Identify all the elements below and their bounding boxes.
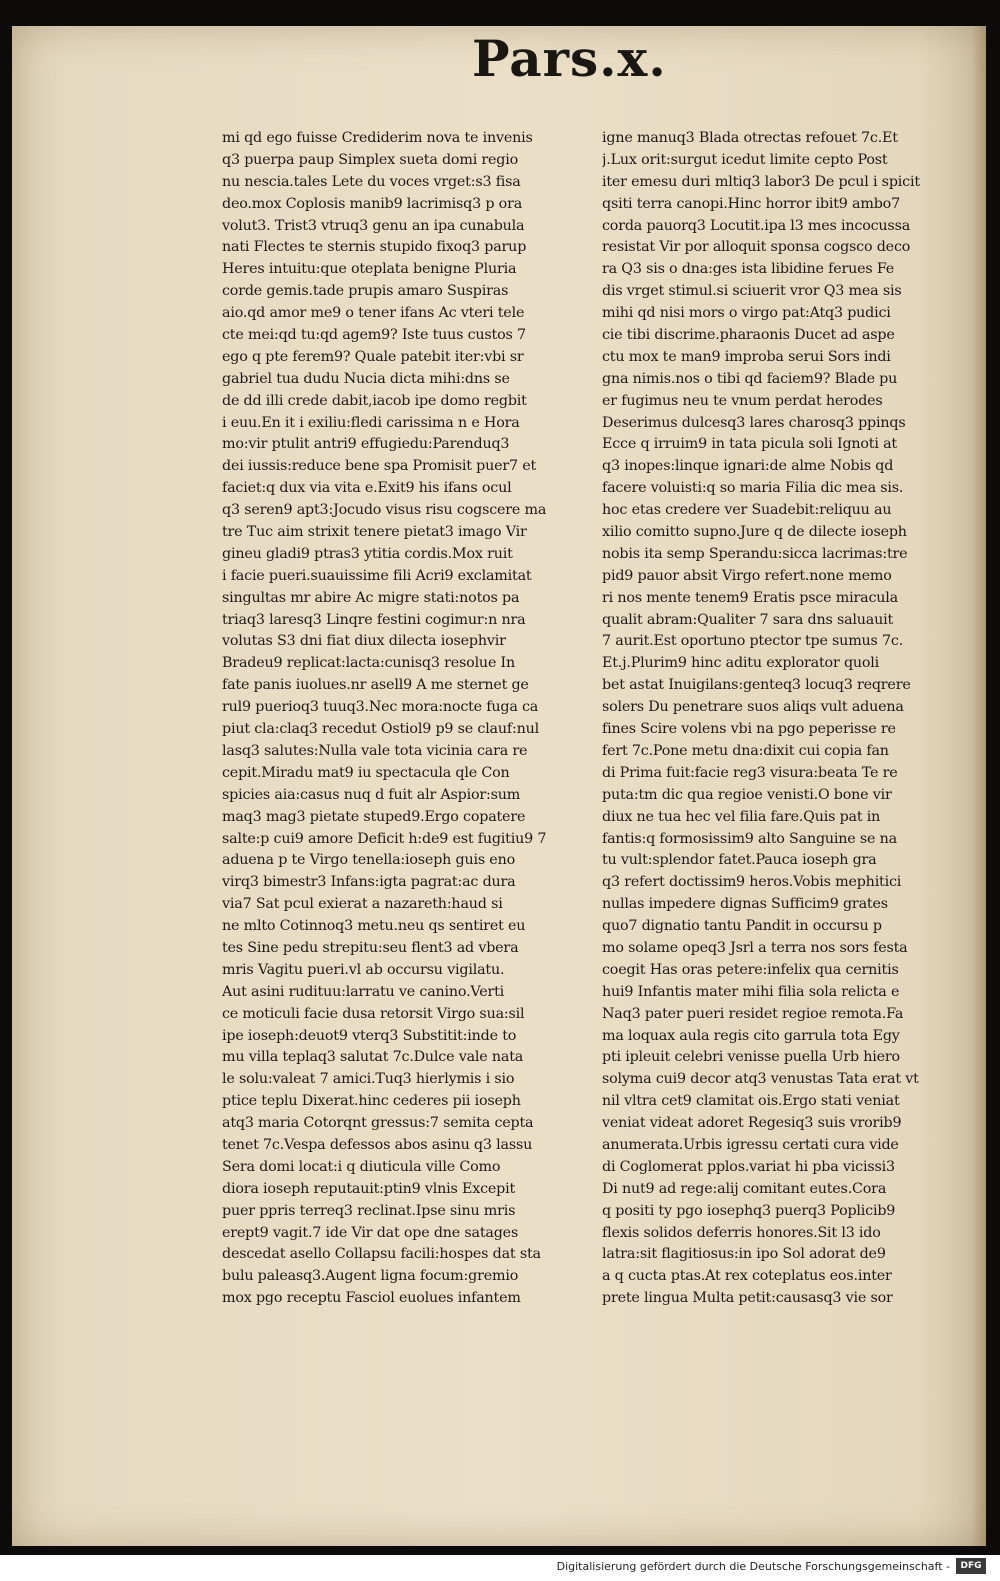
running-head: Pars.x. <box>472 29 667 88</box>
text-line: ce moticuli facie dusa retorsit Virgo sua:sil <box>222 1005 525 1022</box>
text-line: q3 inopes:linque ignari:de alme Nobis qd <box>602 458 894 475</box>
text-line: tu vult:splendor fatet.Pauca ioseph gra <box>602 852 877 869</box>
text-line: q3 refert doctissim9 heros.Vobis mephitici <box>602 874 902 891</box>
text-line: puer ppris terreq3 reclinat.Ipse sinu mris <box>222 1202 516 1219</box>
text-line: mihi qd nisi mors o virgo pat:Atq3 pudici <box>602 305 891 322</box>
text-line: virq3 bimestr3 Infans:igta pagrat:ac dura <box>222 874 516 891</box>
text-line: quo7 dignatio tantu Pandit in occursu p <box>602 918 882 935</box>
text-line: ma loquax aula regis cito garrula tota Egy <box>602 1027 900 1044</box>
text-line: nil vltra cet9 clamitat ois.Ergo stati veniat <box>602 1093 900 1110</box>
text-line: Ecce q irruim9 in tata picula soli Ignoti at <box>602 436 897 453</box>
text-line: i facie pueri.suauissime fili Acri9 exclamitat <box>222 567 532 584</box>
text-line: flexis solidos deferris honores.Sit l3 ido <box>602 1224 881 1241</box>
text-line: deo.mox Coplosis manib9 lacrimisq3 p ora <box>222 195 523 212</box>
text-line: i euu.En it i exiliu:fledi carissima n e Hora <box>222 414 520 431</box>
text-line: Di nut9 ad rege:alij comitant eutes.Cora <box>602 1180 887 1197</box>
text-line: j.Lux orit:surgut icedut limite cepto Post <box>602 151 888 168</box>
text-line: fines Scire volens vbi na pgo peperisse re <box>602 721 896 738</box>
text-line: bulu paleasq3.Augent ligna focum:gremio <box>222 1268 519 1285</box>
text-line: volutas S3 dni fiat diux dilecta iosephvir <box>222 633 506 650</box>
text-line: fantis:q formosissim9 alto Sanguine se na <box>602 830 897 847</box>
text-line: Aut asini rudituu:larratu ve canino.Verti <box>222 983 505 1000</box>
text-line: gineu gladi9 ptras3 ytitia cordis.Mox ruit <box>222 545 513 562</box>
text-line: mox pgo receptu Fasciol euolues infantem <box>222 1290 521 1307</box>
text-line: ctu mox te man9 improba serui Sors indi <box>602 348 891 365</box>
text-line: ptice teplu Dixerat.hinc cederes pii ioseph <box>222 1093 521 1110</box>
text-line: er fugimus neu te vnum perdat herodes <box>602 392 883 409</box>
text-line: hui9 Infantis mater mihi filia sola relicta e <box>602 983 900 1000</box>
text-line: singultas mr abire Ac migre stati:notos pa <box>222 589 520 606</box>
funding-credit: Digitalisierung gefördert durch die Deutsche Forschungsgemeinschaft - <box>556 1560 950 1573</box>
text-line: mu villa teplaq3 salutat 7c.Dulce vale nata <box>222 1049 524 1066</box>
text-line: dis vrget stimul.si sciuerit vror Q3 mea sis <box>602 283 902 300</box>
text-line: ri nos mente tenem9 Eratis psce miracula <box>602 589 898 606</box>
text-line: coegit Has oras petere:infelix qua cernitis <box>602 961 899 978</box>
text-line: descedat asello Collapsu facili:hospes dat sta <box>222 1246 541 1263</box>
text-line: xilio comitto supno.Jure q de dilecte ioseph <box>602 524 907 541</box>
text-line: rul9 puerioq3 tuuq3.Nec mora:nocte fuga ca <box>222 699 539 716</box>
text-line: q positi ty pgo iosephq3 puerq3 Poplicib9 <box>602 1202 896 1219</box>
text-line: qualit abram:Qualiter 7 sara dns saluauit <box>602 611 894 628</box>
text-line: nobis ita semp Sperandu:sicca lacrimas:tre <box>602 545 908 562</box>
text-line: ego q pte ferem9? Quale patebit iter:vbi sr <box>222 348 524 365</box>
text-line: fert 7c.Pone metu dna:dixit cui copia fan <box>602 742 889 759</box>
text-line: atq3 maria Cotorqnt gressus:7 semita cepta <box>222 1115 534 1132</box>
text-line: Sera domi locat:i q diuticula ville Como <box>222 1158 501 1175</box>
text-line: veniat videat adoret Regesiq3 suis vrorib9 <box>602 1115 902 1132</box>
text-line: triaq3 laresq3 Linqre festini cogimur:n nra <box>222 611 526 628</box>
text-line: cepit.Miradu mat9 iu spectacula qle Con <box>222 764 510 781</box>
text-line: Bradeu9 replicat:lacta:cunisq3 resolue In <box>222 655 516 672</box>
text-line: lasq3 salutes:Nulla vale tota vicinia cara re <box>222 742 528 759</box>
text-line: mo:vir ptulit antri9 effugiedu:Parenduq3 <box>222 436 510 453</box>
text-line: resistat Vir por alloquit sponsa cogsco deco <box>602 239 911 256</box>
dfg-logo-icon: DFG <box>956 1558 986 1574</box>
text-line: hoc etas credere ver Suadebit:reliquu au <box>602 502 892 519</box>
text-line: mi qd ego fuisse Crediderim nova te invenis <box>222 130 533 146</box>
text-column-right <box>602 128 970 1310</box>
text-line: nati Flectes te sternis stupido fixoq3 parup <box>222 239 527 256</box>
text-line: 7 aurit.Est oportuno ptector tpe sumus 7c. <box>602 633 904 650</box>
text-line: di Prima fuit:facie reg3 visura:beata Te re <box>602 764 898 781</box>
text-line: tes Sine pedu strepitu:seu flent3 ad vbera <box>222 939 519 956</box>
text-line: maq3 mag3 pietate stuped9.Ergo copatere <box>222 808 526 825</box>
text-line: qsiti terra canopi.Hinc horror ibit9 ambo7 <box>602 195 900 212</box>
text-line: igne manuq3 Blada otrectas refouet 7c.Et <box>602 130 898 146</box>
text-line: le solu:valeat 7 amici.Tuq3 hierlymis i sio <box>222 1071 515 1088</box>
text-line: ra Q3 sis o dna:ges ista libidine ferues Fe <box>602 261 895 278</box>
text-line: volut3. Trist3 vtruq3 genu an ipa cunabula <box>222 217 525 234</box>
text-line: facere voluisti:q so maria Filia dic mea sis. <box>602 480 904 497</box>
text-line: mris Vagitu pueri.vl ab occursu vigilatu. <box>222 961 505 978</box>
text-line: corde gemis.tade prupis amaro Suspiras <box>222 283 509 300</box>
text-line: bet astat Inuigilans:genteq3 locuq3 reqrere <box>602 677 911 694</box>
text-line: cie tibi discrime.pharaonis Ducet ad aspe <box>602 327 895 344</box>
text-line: cte mei:qd tu:qd agem9? Iste tuus custos 7 <box>222 327 526 344</box>
text-line: Et.j.Plurim9 hinc aditu explorator quoli <box>602 655 880 672</box>
text-line: a q cucta ptas.At rex coteplatus eos.inter <box>602 1268 892 1285</box>
text-line: nu nescia.tales Lete du voces vrget:s3 fisa <box>222 173 521 190</box>
text-line: erept9 vagit.7 ide Vir dat ope dne satages <box>222 1224 519 1241</box>
text-line: tre Tuc aim strixit tenere pietat3 imago Vir <box>222 524 527 541</box>
text-line: q3 puerpa paup Simplex sueta domi regio <box>222 151 519 168</box>
text-line: ne mlto Cotinnoq3 metu.neu qs sentiret eu <box>222 918 526 935</box>
text-line: fate panis iuolues.nr asell9 A me sternet ge <box>222 677 529 694</box>
text-line: Heres intuitu:que oteplata benigne Pluria <box>222 261 517 278</box>
text-line: aio.qd amor me9 o tener ifans Ac vteri tele <box>222 305 525 322</box>
text-line: gabriel tua dudu Nucia dicta mihi:dns se <box>222 370 510 387</box>
text-line: diux ne tua hec vel filia fare.Quis pat in <box>602 808 881 825</box>
scanned-page <box>12 26 986 1546</box>
text-line: puta:tm dic qua regioe venisti.O bone vir <box>602 786 892 803</box>
text-line: anumerata.Urbis igressu certati cura vide <box>602 1136 899 1153</box>
text-line: dei iussis:reduce bene spa Promisit puer7 et <box>222 458 537 475</box>
text-line: iter emesu duri mltiq3 labor3 De pcul i spicit <box>602 173 920 190</box>
text-line: corda pauorq3 Locutit.ipa l3 mes incocussa <box>602 217 911 234</box>
text-line: salte:p cui9 amore Deficit h:de9 est fugitiu9 7 <box>222 830 547 847</box>
text-line: nullas impedere dignas Sufficim9 grates <box>602 896 888 913</box>
footer-bar <box>0 1555 1000 1581</box>
text-line: diora ioseph reputauit:ptin9 vlnis Excepit <box>222 1180 516 1197</box>
text-line: via7 Sat pcul exierat a nazareth:haud si <box>222 896 503 913</box>
text-column-left <box>222 128 590 1310</box>
text-line: gna nimis.nos o tibi qd faciem9? Blade pu <box>602 370 898 387</box>
text-line: tenet 7c.Vespa defessos abos asinu q3 lassu <box>222 1136 533 1153</box>
text-line: solyma cui9 decor atq3 venustas Tata erat vt <box>602 1071 919 1088</box>
text-line: aduena p te Virgo tenella:ioseph guis eno <box>222 852 515 869</box>
text-line: latra:sit flagitiosus:in ipo Sol adorat de9 <box>602 1246 886 1263</box>
text-line: Naq3 pater pueri residet regioe remota.Fa <box>602 1005 904 1022</box>
text-line: mo solame opeq3 Jsrl a terra nos sors festa <box>602 939 908 956</box>
text-line: spicies aia:casus nuq d fuit alr Aspior:sum <box>222 786 521 803</box>
text-line: di Coglomerat pplos.variat hi pba vicissi3 <box>602 1158 895 1175</box>
text-line: faciet:q dux via vita e.Exit9 his ifans ocul <box>222 480 512 497</box>
text-line: de dd illi crede dabit,iacob ipe domo regbit <box>222 392 527 409</box>
text-line: Deserimus dulcesq3 lares charosq3 ppinqs <box>602 414 906 431</box>
text-line: prete lingua Multa petit:causasq3 vie sor <box>602 1290 893 1307</box>
text-line: ipe ioseph:deuot9 vterq3 Substitit:inde to <box>222 1027 517 1044</box>
text-line: piut cla:claq3 recedut Ostiol9 p9 se clauf:nul <box>222 721 539 738</box>
text-line: pti ipleuit celebri venisse puella Urb hiero <box>602 1049 900 1066</box>
text-line: solers Du penetrare suos aliqs vult aduena <box>602 699 904 716</box>
text-line: q3 seren9 apt3:Jocudo visus risu cogscere ma <box>222 502 547 519</box>
text-line: pid9 pauor absit Virgo refert.none memo <box>602 567 892 584</box>
